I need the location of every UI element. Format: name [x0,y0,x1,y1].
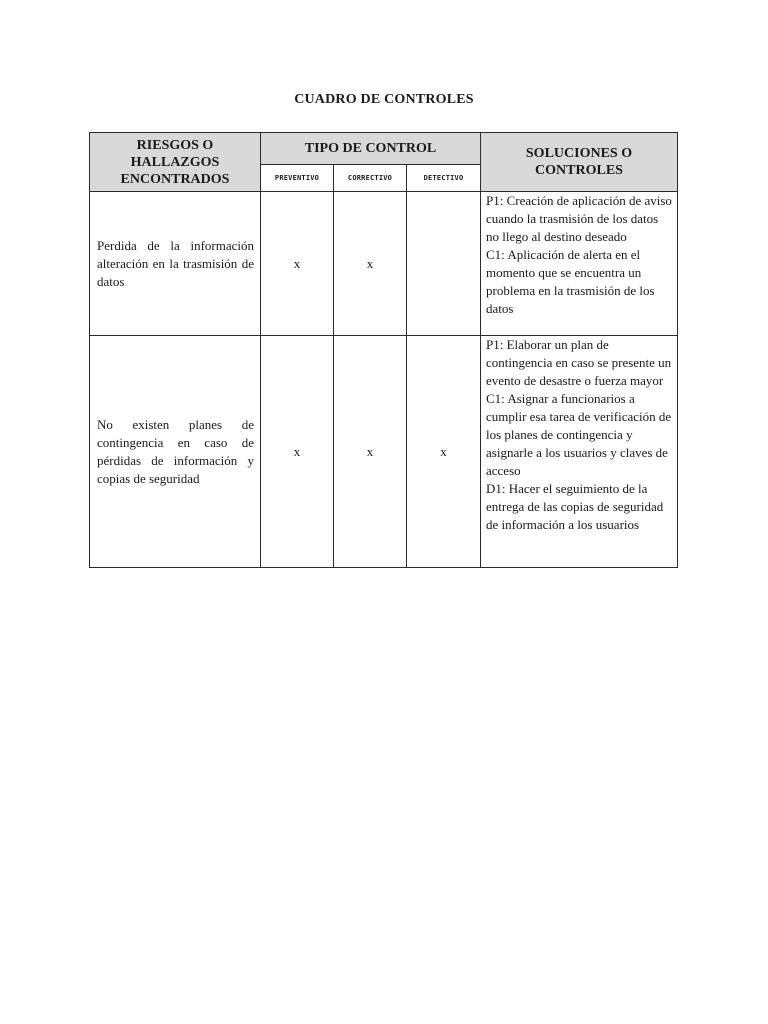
header-riesgos: RIESGOS O HALLAZGOS ENCONTRADOS [90,133,261,192]
preventivo-mark: x [261,336,334,568]
detectivo-mark: x [407,336,481,568]
header-preventivo: PREVENTIVO [261,165,334,192]
preventivo-mark: x [261,192,334,336]
table-row [90,192,678,336]
solution-item: P1: Creación de aplicación de aviso cuando la trasmisión de los datos no llego al destino deseado [486,193,672,244]
page-title: CUADRO DE CONTROLES [294,92,474,107]
solutions-cell [481,336,678,568]
solution-item: D1: Hacer el seguimiento de la entrega de las copias de seguridad de información a los usuarios [486,481,664,532]
solutions-cell [481,192,678,336]
header-tipo-control: TIPO DE CONTROL [261,133,481,165]
table-row [90,336,678,568]
risk-cell: No existen planes de contingencia en caso de pérdidas de información y copias de seguridad [90,336,261,568]
header-soluciones: SOLUCIONES O CONTROLES [481,133,678,192]
correctivo-mark: x [334,336,407,568]
solution-item: C1: Aplicación de alerta en el momento que se encuentra un problema en la trasmisión de los datos [486,247,655,316]
correctivo-mark: x [334,192,407,336]
header-detectivo: DETECTIVO [407,165,481,192]
detectivo-mark [407,192,481,336]
controls-table [89,132,678,568]
solution-item: P1: Elaborar un plan de contingencia en caso se presente un evento de desastre o fuerza mayor [486,337,672,388]
header-correctivo: CORRECTIVO [334,165,407,192]
risk-cell: Perdida de la información alteración en la trasmisión de datos [90,192,261,336]
solution-item: C1: Asignar a funcionarios a cumplir esa tarea de verificación de los planes de contingencia y asignarle a los usuarios y claves de acceso [486,391,672,478]
